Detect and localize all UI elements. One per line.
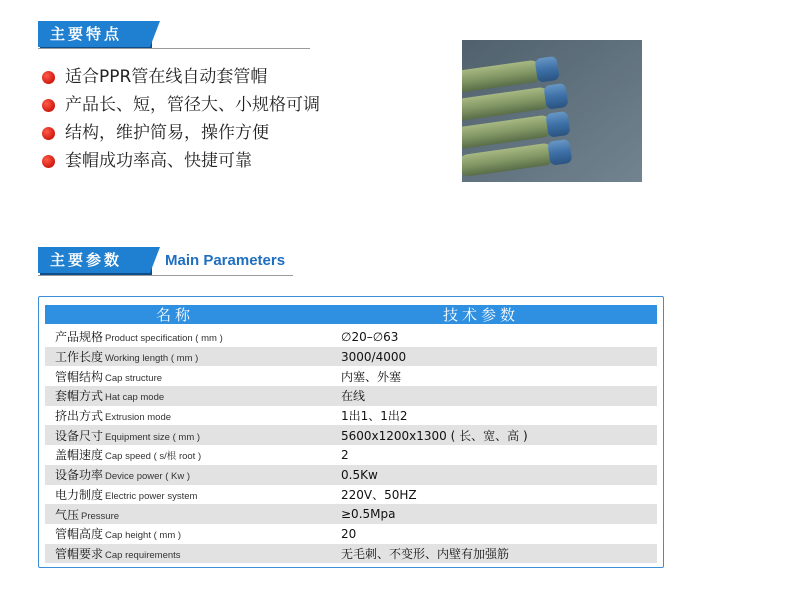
row-name — [45, 525, 341, 542]
feature-item — [42, 119, 320, 147]
table-row — [45, 406, 657, 426]
row-name-en: Cap structure — [105, 372, 163, 384]
row-name — [45, 506, 341, 523]
row-name-en: Cap height ( mm ) — [105, 530, 182, 542]
table-row — [45, 544, 657, 564]
params-title-en: Main Parameters — [165, 252, 286, 269]
row-name-cn: 气压 — [55, 507, 80, 522]
row-name-en: Cap requirements — [105, 549, 181, 561]
feature-item — [42, 147, 320, 175]
row-name-cn: 产品规格 — [55, 330, 104, 345]
bullet-dot-icon — [42, 99, 55, 112]
table-row — [45, 485, 657, 505]
title-tab-notch — [150, 21, 160, 47]
table-row — [45, 465, 657, 485]
row-name-en: Hat cap mode — [105, 392, 165, 404]
params-table — [38, 296, 664, 568]
table-row — [45, 347, 657, 367]
row-name-cn: 管帽高度 — [55, 527, 104, 542]
row-name — [45, 427, 341, 444]
row-name-cn: 挤出方式 — [55, 409, 104, 424]
row-value: 220V、50HZ — [341, 487, 417, 502]
row-name-cn: 管帽要求 — [55, 546, 104, 561]
row-name — [45, 328, 341, 345]
row-name-cn: 设备尺寸 — [55, 428, 104, 443]
bullet-dot-icon — [42, 71, 55, 84]
feature-text: 产品长、短，管径大、小规格可调 — [65, 95, 320, 115]
table-row — [45, 425, 657, 445]
header-name: 名称 — [155, 306, 194, 324]
table-row — [45, 366, 657, 386]
table-row — [45, 524, 657, 544]
row-name-cn: 套帽方式 — [55, 389, 104, 404]
row-name-en: Equipment size ( mm ) — [105, 431, 201, 443]
table-header — [45, 305, 657, 324]
params-title-text: 主要参数 — [50, 251, 123, 269]
row-value: ∅20–∅63 — [341, 329, 399, 344]
row-name — [45, 348, 341, 365]
row-name-en: Cap speed ( s/根 root ) — [105, 451, 202, 463]
row-value: 1出1、1出2 — [341, 409, 408, 424]
params-divider — [38, 275, 293, 276]
row-name — [45, 446, 341, 463]
bullet-dot-icon — [42, 155, 55, 168]
row-name-cn: 设备功率 — [55, 468, 104, 483]
feature-text: 适合PPR管在线自动套管帽 — [65, 67, 268, 87]
features-list — [42, 63, 320, 175]
row-name-en: Device power ( Kw ) — [105, 471, 191, 483]
row-value: ≥0.5Mpa — [341, 507, 396, 522]
row-name — [45, 368, 341, 385]
row-name-en: Working length ( mm ) — [105, 353, 199, 365]
row-name-cn: 工作长度 — [55, 350, 104, 365]
row-name-en: Electric power system — [105, 490, 198, 502]
header-value: 技术参数 — [442, 306, 519, 324]
features-divider — [38, 48, 310, 49]
row-name-en: Extrusion mode — [105, 412, 172, 424]
row-value: 20 — [341, 526, 357, 541]
feature-text: 套帽成功率高、快捷可靠 — [65, 151, 252, 171]
features-section-title — [38, 21, 150, 47]
row-value: 2 — [341, 447, 349, 462]
row-name — [45, 387, 341, 404]
feature-item — [42, 63, 320, 91]
row-name — [45, 486, 341, 503]
table-row — [45, 504, 657, 524]
row-value: 无毛刺、不变形、内壁有加强筋 — [341, 546, 510, 561]
table-row — [45, 445, 657, 465]
table-body — [45, 327, 657, 563]
features-title-text: 主要特点 — [50, 25, 123, 43]
product-photo — [462, 40, 642, 182]
table-row — [45, 327, 657, 347]
row-name-en: Product specification ( mm ) — [105, 333, 223, 345]
title-tab-notch — [150, 247, 160, 273]
row-name-en: Pressure — [81, 510, 120, 522]
row-value: 0.5Kw — [341, 467, 378, 482]
row-name — [45, 407, 341, 424]
row-name-cn: 电力制度 — [55, 487, 104, 502]
row-value: 3000/4000 — [341, 349, 407, 364]
bullet-dot-icon — [42, 127, 55, 140]
params-section-title — [38, 247, 150, 273]
row-value: 在线 — [341, 389, 366, 404]
row-value: 内塞、外塞 — [341, 369, 402, 384]
row-name-cn: 管帽结构 — [55, 369, 104, 384]
capped-pipes-image — [462, 40, 642, 182]
feature-item — [42, 91, 320, 119]
row-name — [45, 545, 341, 562]
table-row — [45, 386, 657, 406]
row-name-cn: 盖帽速度 — [55, 448, 104, 463]
row-value: 5600x1200x1300 ( 长、宽、高 ) — [341, 428, 528, 443]
row-name — [45, 466, 341, 483]
feature-text: 结构，维护简易，操作方便 — [65, 123, 269, 143]
